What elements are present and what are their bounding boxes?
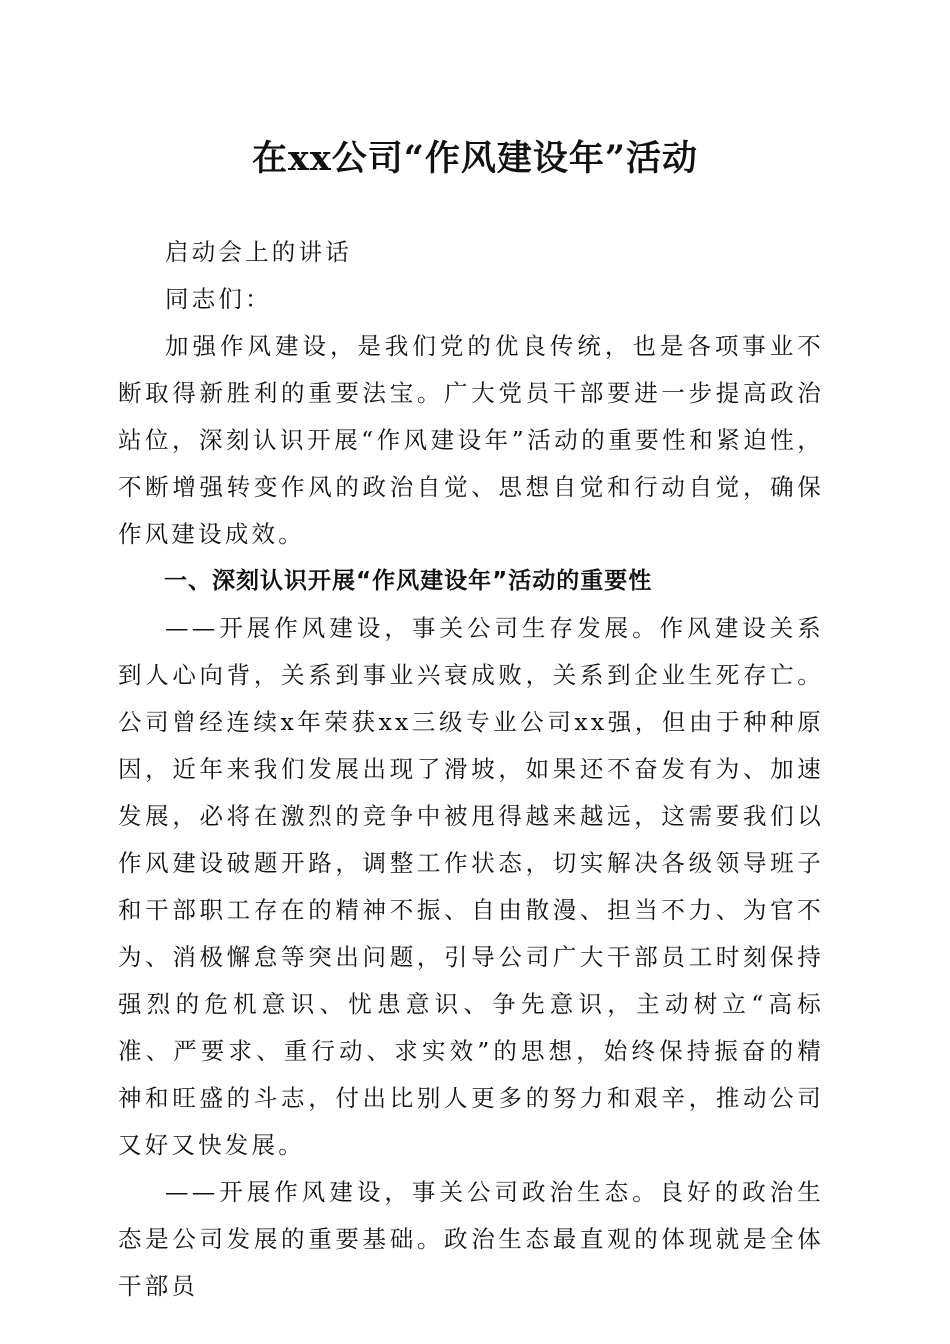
document-body [118, 229, 824, 1310]
salutation: 同志们： [165, 285, 272, 313]
paragraph: 加强作风建设，是我们党的优良传统，也是各项事业不断取得新胜利的重要法宝。广大党员干部要进一步提高政治站位，深刻认识开展“作风建设年”活动的重要性和紧迫性，不断增强转变作风的政治自觉、思想自觉和行动自觉，确保作风建设成效。 [118, 332, 824, 548]
section-heading: 一、深刻认识开展“作风建设年”活动的重要性 [164, 568, 653, 594]
paragraph: ——开展作风建设，事关公司生存发展。作风建设关系到人心向背，关系到事业兴衰成败，关系到企业生死存亡。公司曾经连续x年荣获xx三级专业公司xx强，但由于种种原因，近年来我们发展出现了滑坡，如果还不奋发有为、加速发展，必将在激烈的竞争中被甩得越来越远，这需要我们以作风建设破题开路，调整工作状态，切实解决各级领导班子和干部职工存在的精神不振、自由散漫、担当不力、为官不为、消极懈怠等突出问题，引导公司广大干部员工时刻保持强烈的危机意识、忧患意识、争先意识，主动树立“高标准、严要求、重行动、求实效”的思想，始终保持振奋的精神和旺盛的斗志，付出比别人更多的努力和艰辛，推动公司又好又快发展。 [118, 614, 824, 1159]
paragraph: ——开展作风建设，事关公司政治生态。良好的政治生态是公司发展的重要基础。政治生态最直观的体现就是全体干部员 [118, 1178, 824, 1300]
document-subtitle: 启动会上的讲话 [165, 238, 352, 266]
document-title: 在xx公司“作风建设年”活动 [252, 138, 698, 179]
